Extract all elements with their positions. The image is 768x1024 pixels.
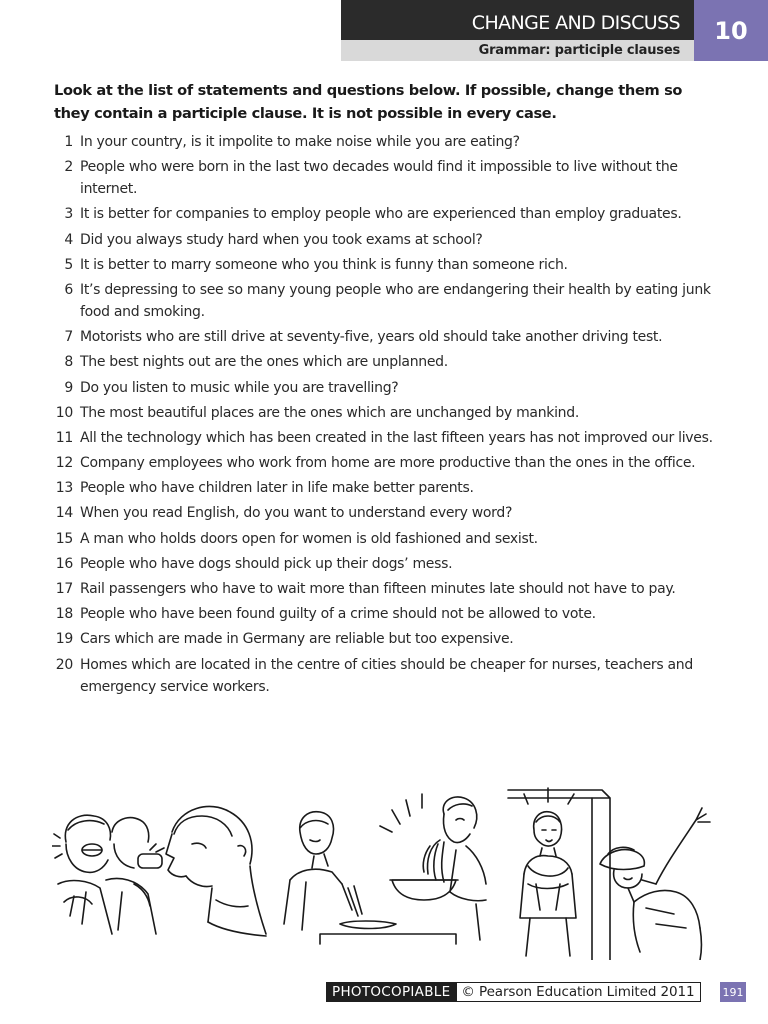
list-item bbox=[54, 452, 720, 474]
item-number: 14 bbox=[55, 505, 73, 522]
item-number: 4 bbox=[64, 231, 73, 248]
item-number: 7 bbox=[64, 329, 73, 346]
illustration-door-holder bbox=[506, 784, 712, 960]
item-text: The best nights out are the ones which are unplanned. bbox=[80, 354, 448, 371]
list-item bbox=[54, 578, 720, 600]
list-item bbox=[54, 377, 720, 399]
item-text: Did you always study hard when you took exams at school? bbox=[80, 231, 483, 248]
item-text: In your country, is it impolite to make noise while you are eating? bbox=[80, 134, 520, 150]
instructions: Look at the list of statements and questions below. If possible, change them so they contain a participle clause. It is not possible in every case. bbox=[54, 82, 683, 122]
item-number: 10 bbox=[55, 404, 73, 421]
item-number: 18 bbox=[55, 606, 73, 623]
statement-list bbox=[54, 131, 720, 701]
list-item bbox=[54, 156, 720, 200]
list-item bbox=[54, 528, 720, 550]
photocopiable-label: PHOTOCOPIABLE bbox=[326, 982, 456, 1002]
list-item bbox=[54, 603, 720, 625]
item-text: The most beautiful places are the ones which are unchanged by mankind. bbox=[80, 404, 579, 421]
item-text: It is better to marry someone who you think is funny than someone rich. bbox=[80, 256, 568, 273]
item-number: 1 bbox=[64, 134, 73, 150]
item-number: 5 bbox=[64, 256, 73, 273]
list-item bbox=[54, 203, 720, 225]
list-item bbox=[54, 229, 720, 251]
item-text: People who have children later in life make better parents. bbox=[80, 480, 474, 497]
item-text: Motorists who are still drive at seventy-five, years old should take another driving test. bbox=[80, 329, 663, 346]
list-item bbox=[54, 628, 720, 650]
item-text: Rail passengers who have to wait more than fifteen minutes late should not have to pay. bbox=[80, 581, 676, 597]
item-text: Homes which are located in the centre of cities should be cheaper for nurses, teachers and emergency service workers. bbox=[80, 656, 693, 695]
item-number: 15 bbox=[55, 530, 73, 547]
list-item bbox=[54, 553, 720, 575]
section-title bbox=[341, 0, 694, 40]
illustration-noodle-eater bbox=[280, 784, 488, 960]
unit-number: 10 bbox=[714, 16, 748, 45]
item-number: 2 bbox=[64, 159, 73, 176]
list-item bbox=[54, 351, 720, 373]
item-text: People who have dogs should pick up their dogs’ mess. bbox=[80, 555, 453, 572]
item-text: When you read English, do you want to understand every word? bbox=[80, 505, 513, 522]
list-item bbox=[54, 254, 720, 276]
page-number-text: 191 bbox=[722, 985, 744, 999]
section-subtitle bbox=[341, 40, 694, 61]
item-number: 17 bbox=[55, 581, 73, 597]
list-item bbox=[54, 477, 720, 499]
section-title-text: CHANGE AND DISCUSS bbox=[471, 12, 680, 34]
item-number: 8 bbox=[64, 354, 73, 371]
item-number: 11 bbox=[55, 429, 73, 446]
list-item bbox=[54, 427, 720, 449]
section-subtitle-text: Grammar: participle clauses bbox=[478, 43, 680, 58]
item-text: It’s depressing to see so many young people who are endangering their health by eating junk food and smoking. bbox=[80, 281, 711, 320]
item-text: People who were born in the last two decades would find it impossible to live without the internet. bbox=[80, 159, 678, 198]
item-text: Company employees who work from home are more productive than the ones in the office. bbox=[80, 455, 696, 472]
page-number bbox=[720, 982, 746, 1002]
item-number: 9 bbox=[64, 379, 73, 396]
list-item bbox=[54, 402, 720, 424]
item-text: People who have been found guilty of a crime should not be allowed to vote. bbox=[80, 606, 596, 623]
copyright-notice: © Pearson Education Limited 2011 bbox=[456, 982, 701, 1002]
item-text: Cars which are made in Germany are reliable but too expensive. bbox=[80, 631, 514, 648]
item-text: All the technology which has been created in the last fifteen years has not improved our lives. bbox=[80, 429, 713, 446]
unit-number-badge bbox=[694, 0, 768, 61]
item-number: 19 bbox=[55, 631, 73, 648]
list-item bbox=[54, 279, 720, 323]
list-item bbox=[54, 502, 720, 524]
item-text: A man who holds doors open for women is old fashioned and sexist. bbox=[80, 530, 538, 547]
item-number: 6 bbox=[64, 281, 73, 298]
illustration-noisy-eaters bbox=[52, 784, 268, 960]
item-number: 20 bbox=[55, 656, 73, 673]
list-item bbox=[54, 326, 720, 348]
item-text: It is better for companies to employ people who are experienced than employ graduates. bbox=[80, 206, 682, 223]
item-number: 3 bbox=[64, 206, 73, 223]
item-number: 13 bbox=[55, 480, 73, 497]
item-text: Do you listen to music while you are travelling? bbox=[80, 379, 399, 396]
footer bbox=[326, 982, 701, 1002]
list-item bbox=[54, 131, 720, 153]
list-item bbox=[54, 654, 720, 698]
item-number: 12 bbox=[55, 455, 73, 472]
item-number: 16 bbox=[55, 555, 73, 572]
